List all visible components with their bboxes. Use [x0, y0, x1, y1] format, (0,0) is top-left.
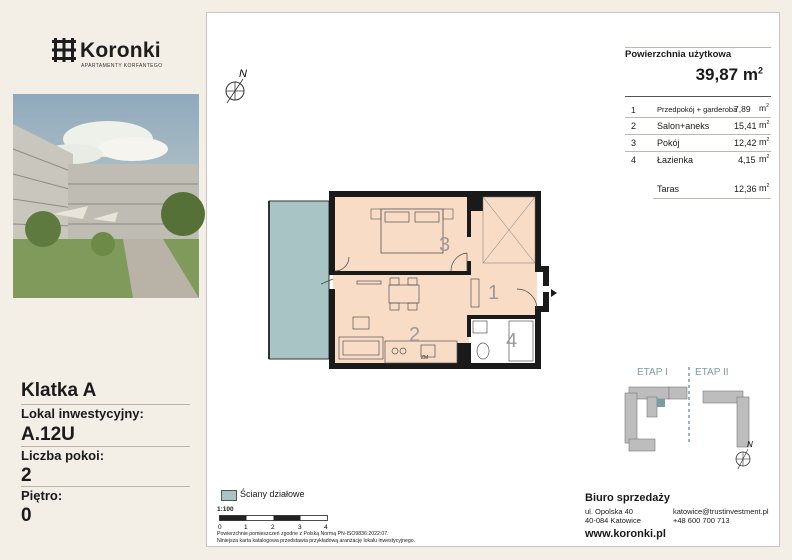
scale-tick-4: 4 [324, 524, 328, 531]
scale-tick-2: 2 [271, 524, 275, 531]
plan-room-4: 4 [506, 330, 518, 352]
plan-room-3: 3 [439, 234, 451, 256]
office-title: Biuro sprzedaży [585, 492, 670, 504]
brand-tagline: APARTAMENTY KORFANTEGO [81, 63, 163, 69]
total-area: 39,87 $m^2$ [695, 65, 763, 84]
stage-1-label: ETAP I [637, 367, 668, 378]
brand-name: Koronki [80, 39, 161, 62]
room-3-area: 12,42 [734, 138, 757, 148]
scale-label: 1:100 [217, 506, 234, 513]
site-compass-n: N [747, 440, 753, 449]
room-2-area: 15,41 [734, 121, 757, 131]
room-1-unit: $m^2$ [759, 103, 769, 113]
rooms-count-label: Liczba pokoi: [21, 448, 105, 463]
office-phone[interactable]: +48 600 700 713 [673, 516, 730, 525]
koronki-logo-icon [52, 38, 76, 62]
brand-logo [52, 38, 172, 70]
scale-tick-1: 1 [244, 524, 248, 531]
left-column [0, 0, 206, 560]
room-4-no: 4 [631, 155, 637, 165]
compass-top [221, 65, 261, 118]
room-4-area: 4,15 [738, 155, 756, 165]
room-3-name: Pokój [657, 138, 680, 148]
rooms-count-value: 2 [21, 465, 32, 486]
building-visualisation [13, 94, 199, 298]
office-email[interactable]: katowice@trustinvestment.pl [673, 507, 769, 516]
floor-value: 0 [21, 505, 32, 526]
floor-plan-card [206, 12, 780, 547]
terrace-area: 12,36 [734, 184, 757, 194]
office-street: ul. Opolska 40 [585, 507, 633, 516]
scale-tick-0: 0 [218, 524, 222, 531]
walls-legend-swatch [221, 490, 237, 501]
stage-2-label: ETAP II [695, 367, 729, 378]
disclaimer-line-2: Niniejsza karta katalogowa przedstawia przykładową aranżację lokalu inwestycyjnego. [217, 538, 416, 544]
room-3-unit: $m^2$ [759, 137, 770, 147]
room-1-no: 1 [631, 105, 636, 115]
scale-tick-3: 3 [298, 524, 302, 531]
room-2-unit: $m^2$ [759, 120, 770, 130]
office-city: 40-084 Katowice [585, 516, 641, 525]
terrace-name: Taras [657, 184, 680, 194]
unit-value: A.12U [21, 424, 75, 445]
disclaimer-line-1: Powierzchnie pomieszczeń zgodne z Polską Normą PN-ISO9836:2022:07. [217, 531, 389, 537]
terrace-unit: $m^2$ [759, 183, 770, 193]
room-4-unit: $m^2$ [759, 154, 770, 164]
room-1-area: 7,89 [734, 104, 751, 114]
unit-label: Lokal inwestycyjny: [21, 406, 144, 421]
area-label: Powierzchnia użytkowa [625, 49, 732, 60]
appliance-label: ZM [421, 355, 429, 361]
room-3-no: 3 [631, 138, 637, 148]
room-4-name: Łazienka [657, 155, 694, 165]
room-2-no: 2 [631, 121, 637, 131]
walls-legend-label: Ściany działowe [240, 489, 305, 499]
website-link[interactable]: www.koronki.pl [585, 528, 666, 540]
apartment-floor-plan [261, 189, 561, 378]
staircase-title: Klatka A [21, 380, 97, 401]
plan-room-2: 2 [409, 324, 421, 346]
room-1-name: Przedpokój + garderoba [657, 105, 738, 114]
site-plan [607, 363, 775, 480]
floor-label: Piętro: [21, 488, 63, 503]
compass-n-label: N [239, 68, 247, 80]
room-2-name: Salon+aneks [657, 121, 710, 131]
plan-room-1: 1 [488, 282, 500, 304]
